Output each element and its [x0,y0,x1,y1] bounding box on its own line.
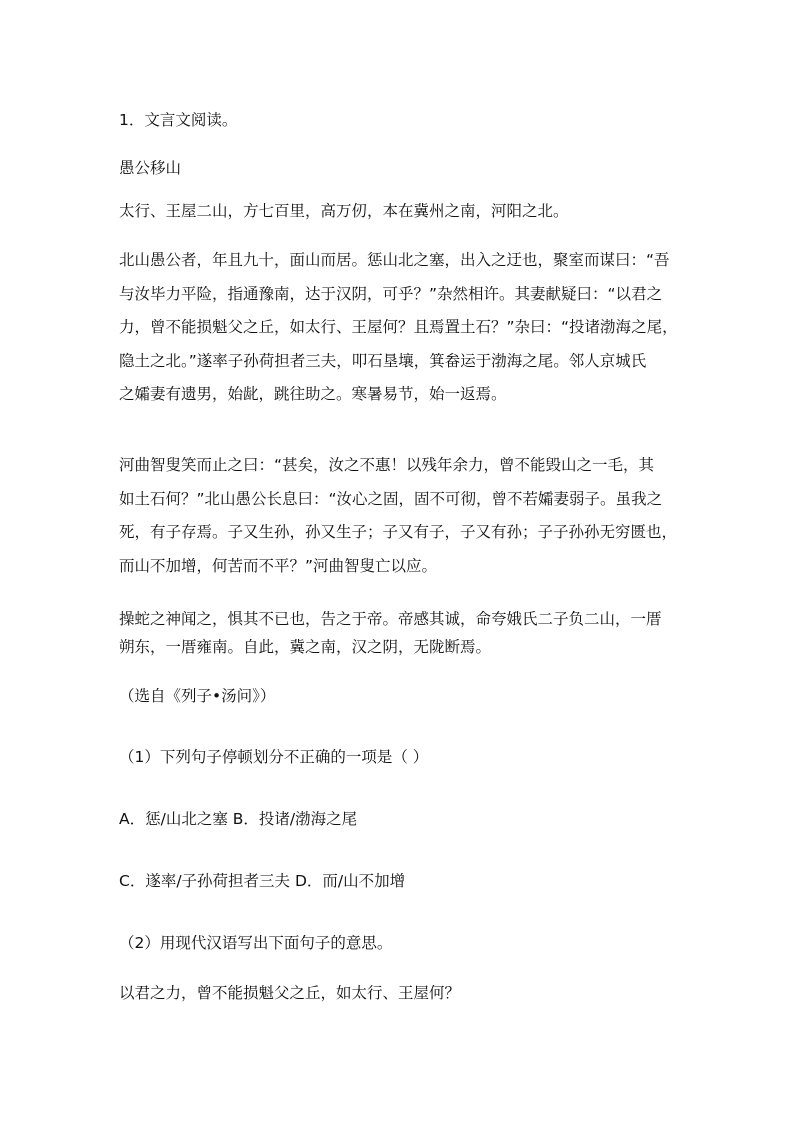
question-1-prompt: （1）下列句子停顿划分不正确的一项是（ ） [119,748,429,766]
paragraph-line: 北山愚公者，年且九十，面山而居。惩山北之塞，出入之迂也，聚室而谋曰：“吾 [119,251,670,269]
passage-paragraph-1: 太行、王屋二山，方七百里，高万仞，本在冀州之南，河阳之北。 [119,202,569,220]
question-1-options-cd: C．遂率/子孙荷担者三夫 D．而/山不加增 [119,872,406,890]
paragraph-line: 力，曾不能损魁父之丘，如太行、王屋何？且焉置土石？”杂曰：“投诸渤海之尾， [119,318,678,336]
question-header: 1．文言文阅读。 [119,111,238,129]
question-2-sentence: 以君之力，曾不能损魁父之丘，如太行、王屋何？ [119,984,461,1002]
paragraph-line: 河曲智叟笑而止之曰：“甚矣，汝之不惠！以残年余力，曾不能毁山之一毛，其 [119,456,655,474]
passage-paragraph-4 [119,609,679,665]
paragraph-line: 死，有子存焉。子又生孙，孙又生子；子又有子，子又有孙；子子孙孙无穷匮也， [119,523,678,541]
paragraph-line: 朔东，一厝雍南。自此，冀之南，汉之阴，无陇断焉。 [119,638,492,656]
passage-title: 愚公移山 [119,159,182,177]
paragraph-line: 操蛇之神闻之，惧其不已也，告之于帝。帝感其诚，命夸娥氏二子负二山，一厝 [119,610,662,628]
paragraph-line: 与汝毕力平险，指通豫南，达于汉阴，可乎？”杂然相许。其妻献疑曰：“以君之 [119,284,663,303]
question-2-prompt: （2）用现代汉语写出下面句子的意思。 [119,934,393,952]
passage-source: （选自《列子•汤问》） [119,687,276,705]
paragraph-line: 之孀妻有遗男，始龀，跳往助之。寒暑易节，始一返焉。 [119,385,507,403]
passage-paragraph-3 [119,455,679,589]
question-1-options-ab: A．惩/山北之塞 B．投诸/渤海之尾 [119,810,358,828]
paragraph-line: 而山不加增，何苦而不平？”河曲智叟亡以应。 [119,556,438,575]
paragraph-line: 隐土之北。”遂率子孙荷担者三夫，叩石垦壤，箕畚运于渤海之尾。邻人京城氏 [119,351,647,370]
paragraph-line: 如土石何？”北山愚公长息曰：“汝心之固，固不可彻，曾不若孀妻弱子。虽我之 [119,489,663,508]
passage-paragraph-2 [119,250,679,418]
